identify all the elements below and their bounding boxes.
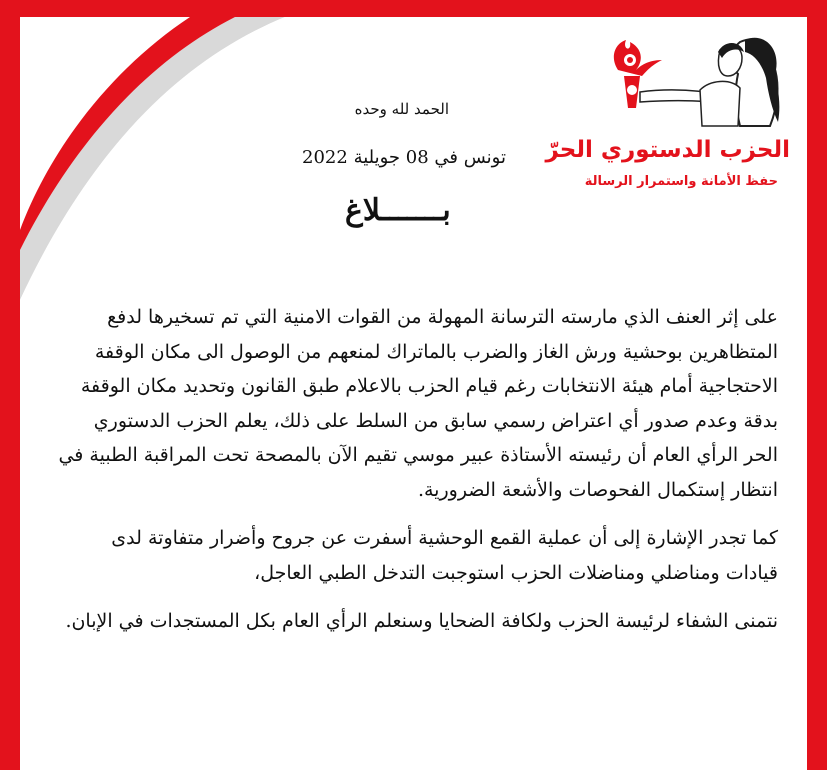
dateline: تونس في 08 جويلية 2022: [302, 147, 506, 168]
torch-bearers-icon: [590, 30, 790, 140]
paragraph: على إثر العنف الذي مارسته الترسانة المهولة من القوات الامنية التي تم تسخيرها لدفع المتظاهرين بوحشية ورش الغاز والضرب بالماتراك لمنعهم من الوصول الى مكان الوقفة الاحتجاجية أمام هيئة الانتخابات رغم قيام الحزب بالاعلام طبق القانون وتحديد مكان الوقفة بدقة وعدم صدور أي اعتراض رسمي سابق من السلط على ذلك، يعلم الحزب الدستوري الحر الرأي العام أن رئيسته الأستاذة عبير موسي تقيم الآن بالمصحة تحت المراقبة الطبية في انتظار إستكمال الفحوصات والأشعة الضرورية.: [58, 306, 778, 501]
paragraph: نتمنى الشفاء لرئيسة الحزب ولكافة الضحايا وسنعلم الرأي العام بكل المستجدات في الإبان.: [65, 610, 778, 632]
red-frame-right: [807, 0, 827, 770]
paragraph: كما تجدر الإشارة إلى أن عملية القمع الوحشية أسفرت عن جروح وأضرار متفاوتة لدى قيادات ومناضلي ومناضلات الحزب استوجبت التدخل الطبي العاجل،: [111, 527, 778, 584]
invocation-line: الحمد لله وحده: [354, 100, 449, 118]
party-name: الحزب الدستوري الحرّ: [545, 137, 790, 163]
party-slogan: حفظ الأمانة واستمرار الرسالة: [584, 174, 778, 189]
document-title: بـــــــلاغ: [345, 193, 451, 228]
statement-body: [56, 300, 778, 653]
